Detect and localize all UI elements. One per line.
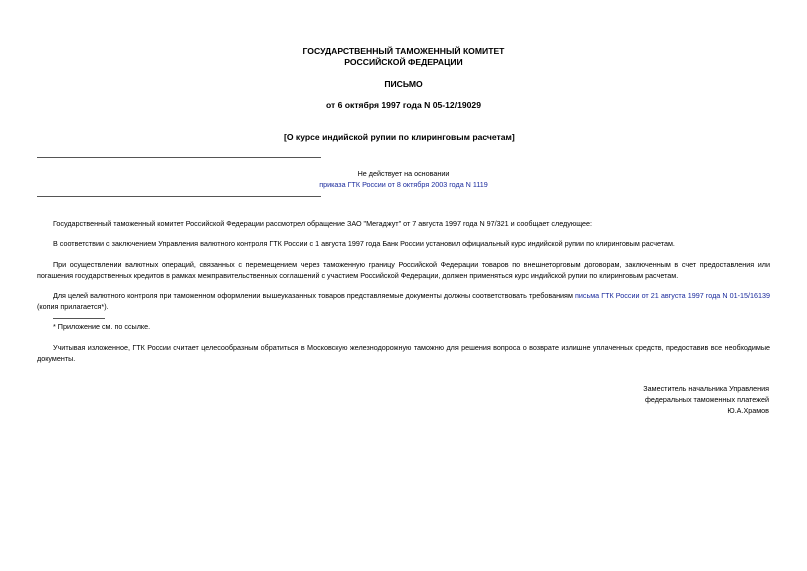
- footnote-rule: [53, 318, 105, 319]
- document-type: ПИСЬМО: [384, 79, 423, 89]
- org-name-line1: ГОСУДАРСТВЕННЫЙ ТАМОЖЕННЫЙ КОМИТЕТ: [302, 46, 505, 56]
- org-name-line2: РОССИЙСКОЙ ФЕДЕРАЦИИ: [344, 57, 463, 67]
- status-rule-top: [37, 157, 321, 158]
- paragraph-4-text: Для целей валютного контроля при таможенном оформлении вышеуказанных товаров представляемые документы должны соответствовать требованиям: [53, 291, 575, 300]
- status-notice: Не действует на основании: [357, 169, 450, 178]
- paragraph-5: Учитывая изложенное, ГТК России считает целесообразным обратиться в Московскую железнодорожную таможню для решения вопроса о возврате излишне уплаченных средств, предоставив все необходимые документы.: [37, 343, 770, 364]
- paragraph-3: При осуществлении валютных операций, связанных с перемещением через таможенную границу Российской Федерации товаров по внешнеторговым договорам, заключенным в счет предоставления или погашения государственных кредитов в рамках межправительственных соглашений с участием Российской Федерации, должен применяться курс индийской рупии по клиринговым расчетам.: [37, 260, 770, 281]
- paragraph-4-tail: (копия прилагается*).: [37, 302, 109, 312]
- signature-block: [643, 383, 769, 417]
- paragraph-1: Государственный таможенный комитет Российской Федерации рассмотрел обращение ЗАО "Мегаджут" от 7 августа 1997 года N 97/321 и сообщает следующее:: [53, 219, 593, 228]
- signature-position-line2: федеральных таможенных платежей: [644, 395, 769, 405]
- status-rule-bottom: [37, 196, 321, 197]
- signature-position-line1: Заместитель начальника Управления: [643, 384, 769, 393]
- letter-link[interactable]: письма ГТК России от 21 августа 1997 года N 01-15/16139: [574, 291, 770, 300]
- document-subject: [О курсе индийской рупии по клиринговым расчетам]: [284, 132, 515, 142]
- signature-name: Ю.А.Храмов: [727, 406, 769, 416]
- footnote: * Приложение см. по ссылке.: [53, 322, 151, 331]
- paragraph-2: В соответствии с заключением Управления валютного контроля ГТК России с 1 августа 1997 года Банк России установил официальный курс индийской рупии по клиринговым расчетам.: [53, 239, 675, 248]
- paragraph-4: [37, 290, 770, 312]
- document-date-number: от 6 октября 1997 года N 05-12/19029: [325, 100, 481, 110]
- status-link[interactable]: приказа ГТК России от 8 октября 2003 года N 1119: [319, 180, 488, 189]
